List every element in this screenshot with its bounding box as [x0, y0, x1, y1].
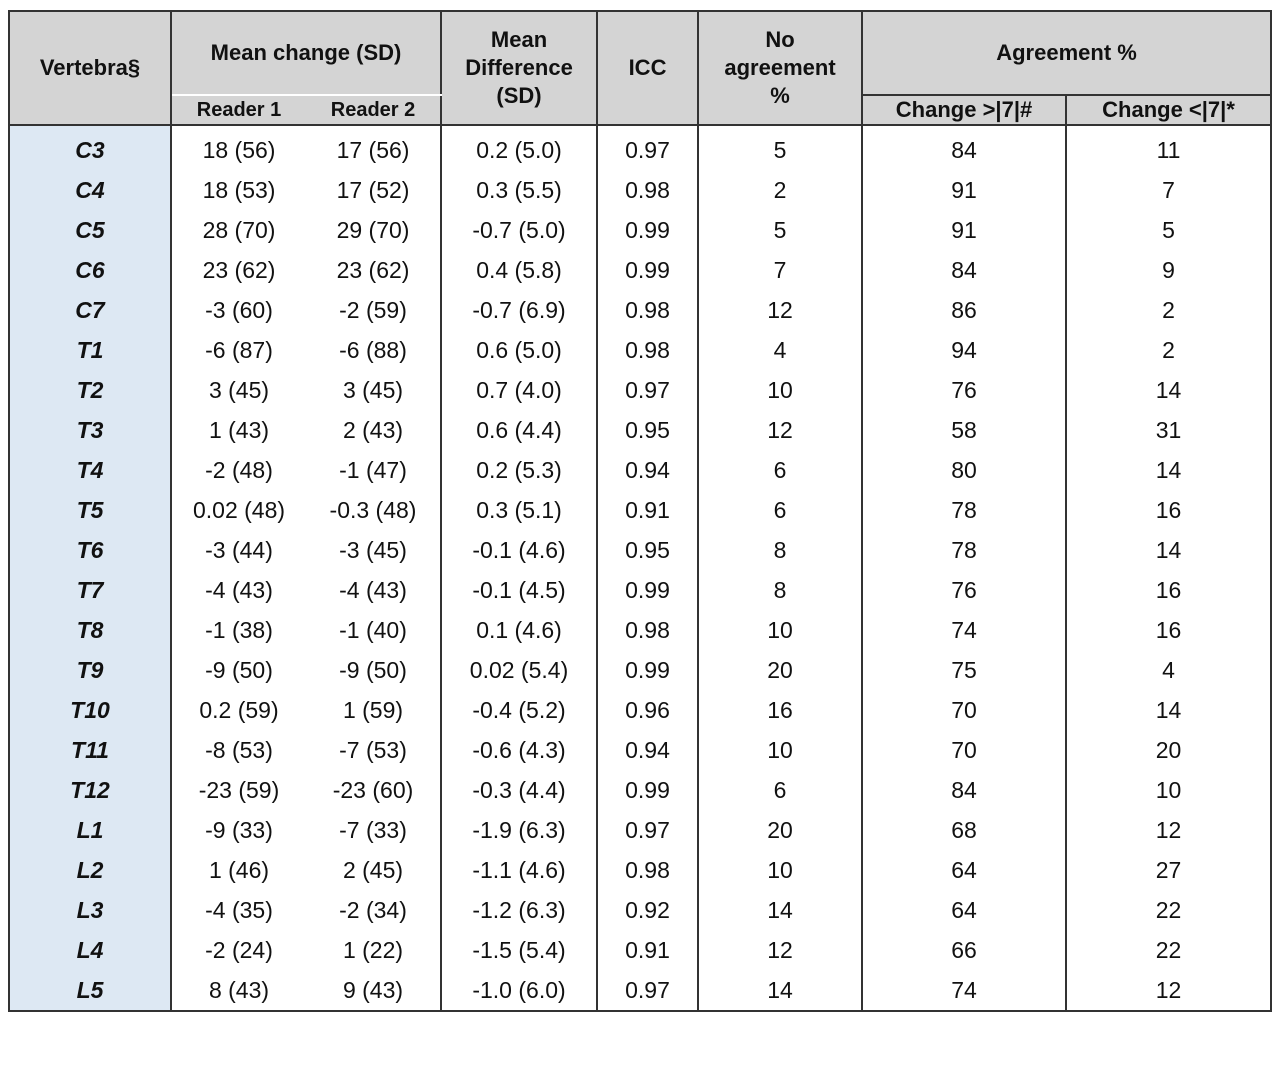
no-agreement-cell: 5 [698, 210, 862, 250]
no-agreement-cell: 2 [698, 170, 862, 210]
reader1-cell: -3 (60) [205, 297, 273, 323]
change-lt-cell: 14 [1155, 457, 1182, 483]
table-row [9, 490, 1271, 530]
table-row [9, 890, 1271, 930]
reader2-cell: 23 (62) [306, 250, 441, 290]
change-gt-cell: 86 [862, 290, 1066, 330]
change-lt-cell: 16 [1155, 577, 1182, 603]
change-lt-cell: 11 [1156, 137, 1181, 163]
reader2-cell: -7 (53) [306, 730, 441, 770]
vertebra-cell: C5 [9, 210, 171, 250]
reader1-cell: -3 (44) [205, 537, 273, 563]
icc-cell: 0.98 [597, 170, 698, 210]
reader2-cell: 17 (56) [306, 125, 441, 170]
header-no-agreement-line1: No [765, 27, 795, 52]
vertebra-cell: T1 [9, 330, 171, 370]
icc-cell: 0.91 [597, 490, 698, 530]
icc-cell: 0.99 [597, 650, 698, 690]
no-agreement-cell: 12 [698, 290, 862, 330]
mean-difference-cell: -0.1 (4.6) [441, 530, 597, 570]
mean-difference-cell: -0.4 (5.2) [441, 690, 597, 730]
icc-cell: 0.99 [597, 250, 698, 290]
icc-cell: 0.99 [597, 570, 698, 610]
icc-cell: 0.97 [597, 810, 698, 850]
reader2-cell: -1 (47) [306, 450, 441, 490]
no-agreement-cell: 12 [698, 410, 862, 450]
table-row [9, 650, 1271, 690]
change-gt-cell: 80 [862, 450, 1066, 490]
change-gt-cell: 78 [862, 490, 1066, 530]
header-reader1: Reader 1 [171, 95, 306, 125]
icc-cell: 0.95 [597, 410, 698, 450]
change-lt-cell: 10 [1155, 777, 1182, 803]
icc-cell: 0.97 [597, 370, 698, 410]
vertebra-cell: L3 [9, 890, 171, 930]
mean-difference-cell: 0.7 (4.0) [441, 370, 597, 410]
reader1-cell: -2 (48) [205, 457, 273, 483]
icc-cell: 0.94 [597, 450, 698, 490]
no-agreement-cell: 10 [698, 370, 862, 410]
vertebra-cell: L1 [9, 810, 171, 850]
reader2-cell: 1 (22) [306, 930, 441, 970]
icc-cell: 0.97 [597, 125, 698, 170]
header-vertebra: Vertebra§ [9, 11, 171, 125]
no-agreement-cell: 10 [698, 730, 862, 770]
header-mean-difference-line2: Difference [465, 55, 573, 80]
mean-difference-cell: 0.1 (4.6) [441, 610, 597, 650]
change-gt-cell: 64 [862, 890, 1066, 930]
no-agreement-cell: 16 [698, 690, 862, 730]
mean-difference-cell: -1.2 (6.3) [441, 890, 597, 930]
change-gt-cell: 70 [862, 690, 1066, 730]
reader2-cell: 1 (59) [306, 690, 441, 730]
header-change-lt: Change <|7|* [1066, 95, 1271, 125]
table-row [9, 970, 1271, 1011]
change-lt-cell: 12 [1155, 817, 1182, 843]
table-row [9, 170, 1271, 210]
change-gt-cell: 76 [862, 570, 1066, 610]
table-row [9, 930, 1271, 970]
mean-difference-cell: -0.6 (4.3) [441, 730, 597, 770]
reader2-cell: 29 (70) [306, 210, 441, 250]
no-agreement-cell: 7 [698, 250, 862, 290]
header-mean-difference-line1: Mean [490, 27, 548, 52]
reader2-cell: 9 (43) [306, 970, 441, 1011]
change-gt-cell: 75 [862, 650, 1066, 690]
mean-difference-cell: 0.02 (5.4) [441, 650, 597, 690]
table-row [9, 850, 1271, 890]
header-mean-difference-line3: (SD) [496, 83, 542, 108]
change-lt-cell: 14 [1155, 377, 1182, 403]
mean-difference-cell: -0.7 (5.0) [441, 210, 597, 250]
table-row [9, 290, 1271, 330]
change-lt-cell: 16 [1155, 497, 1182, 523]
reader2-cell: -2 (34) [306, 890, 441, 930]
reader1-cell: -23 (59) [198, 777, 280, 803]
icc-cell: 0.97 [597, 970, 698, 1011]
table-header [9, 11, 1271, 125]
reader2-cell: -3 (45) [306, 530, 441, 570]
icc-cell: 0.91 [597, 930, 698, 970]
header-mean-change: Mean change (SD) [171, 11, 441, 95]
vertebra-cell: C7 [9, 290, 171, 330]
reader1-cell: -4 (43) [205, 577, 273, 603]
table-row [9, 410, 1271, 450]
mean-difference-cell: -0.3 (4.4) [441, 770, 597, 810]
no-agreement-cell: 10 [698, 610, 862, 650]
no-agreement-cell: 12 [698, 930, 862, 970]
reader1-cell: 23 (62) [202, 257, 276, 283]
vertebra-cell: C4 [9, 170, 171, 210]
change-lt-cell: 16 [1155, 617, 1182, 643]
mean-difference-cell: -0.1 (4.5) [441, 570, 597, 610]
icc-cell: 0.99 [597, 210, 698, 250]
icc-cell: 0.98 [597, 610, 698, 650]
mean-difference-cell: 0.6 (5.0) [441, 330, 597, 370]
change-gt-cell: 58 [862, 410, 1066, 450]
change-gt-cell: 76 [862, 370, 1066, 410]
mean-difference-cell: 0.6 (4.4) [441, 410, 597, 450]
change-lt-cell: 5 [1162, 217, 1175, 243]
reader1-cell: -1 (38) [205, 617, 273, 643]
reader2-cell: -2 (59) [306, 290, 441, 330]
change-lt-cell: 20 [1155, 737, 1182, 763]
mean-difference-cell: 0.3 (5.1) [441, 490, 597, 530]
no-agreement-cell: 6 [698, 450, 862, 490]
icc-cell: 0.96 [597, 690, 698, 730]
table-row [9, 330, 1271, 370]
header-icc: ICC [597, 11, 698, 125]
table-row [9, 250, 1271, 290]
icc-cell: 0.98 [597, 290, 698, 330]
vertebra-cell: T11 [9, 730, 171, 770]
reader2-cell: 3 (45) [306, 370, 441, 410]
header-no-agreement-line2: agreement [724, 55, 836, 80]
mean-difference-cell: -1.1 (4.6) [441, 850, 597, 890]
mean-difference-cell: -1.9 (6.3) [441, 810, 597, 850]
no-agreement-cell: 6 [698, 770, 862, 810]
table-row [9, 730, 1271, 770]
mean-difference-cell: -1.0 (6.0) [441, 970, 597, 1011]
reader2-cell: -9 (50) [306, 650, 441, 690]
reader2-cell: -7 (33) [306, 810, 441, 850]
no-agreement-cell: 20 [698, 650, 862, 690]
table-row [9, 570, 1271, 610]
no-agreement-cell: 4 [698, 330, 862, 370]
header-no-agreement [698, 11, 862, 125]
table-row [9, 125, 1271, 170]
reader1-cell: 3 (45) [208, 377, 270, 403]
change-lt-cell: 2 [1162, 297, 1175, 323]
vertebra-cell: L2 [9, 850, 171, 890]
reader1-cell: 18 (56) [202, 137, 276, 163]
vertebra-cell: T2 [9, 370, 171, 410]
reader2-cell: 2 (45) [306, 850, 441, 890]
change-lt-cell: 31 [1155, 417, 1182, 443]
icc-cell: 0.95 [597, 530, 698, 570]
icc-cell: 0.99 [597, 770, 698, 810]
header-mean-difference [441, 11, 597, 125]
mean-difference-cell: 0.4 (5.8) [441, 250, 597, 290]
reader1-cell: 18 (53) [202, 177, 276, 203]
icc-cell: 0.98 [597, 850, 698, 890]
change-gt-cell: 68 [862, 810, 1066, 850]
no-agreement-cell: 20 [698, 810, 862, 850]
reader1-cell: -9 (50) [205, 657, 273, 683]
reader1-cell: -2 (24) [205, 937, 273, 963]
icc-cell: 0.94 [597, 730, 698, 770]
no-agreement-cell: 5 [698, 125, 862, 170]
change-lt-cell: 27 [1155, 857, 1182, 883]
reader1-cell: -8 (53) [205, 737, 273, 763]
reader2-cell: -6 (88) [306, 330, 441, 370]
mean-difference-cell: -0.7 (6.9) [441, 290, 597, 330]
table-row [9, 530, 1271, 570]
table-row [9, 810, 1271, 850]
no-agreement-cell: 10 [698, 850, 862, 890]
no-agreement-cell: 14 [698, 970, 862, 1011]
table-row [9, 210, 1271, 250]
no-agreement-cell: 8 [698, 570, 862, 610]
reader2-cell: -1 (40) [306, 610, 441, 650]
change-lt-cell: 4 [1162, 657, 1175, 683]
header-change-gt: Change >|7|# [862, 95, 1066, 125]
no-agreement-cell: 14 [698, 890, 862, 930]
change-lt-cell: 7 [1162, 177, 1175, 203]
table-row [9, 610, 1271, 650]
vertebra-cell: T4 [9, 450, 171, 490]
vertebra-cell: C6 [9, 250, 171, 290]
table-body [9, 125, 1271, 1011]
change-lt-cell: 14 [1155, 697, 1182, 723]
reader1-cell: -9 (33) [205, 817, 273, 843]
vertebra-cell: L5 [9, 970, 171, 1011]
reader2-cell: -0.3 (48) [306, 490, 441, 530]
reader1-cell: -4 (35) [205, 897, 273, 923]
change-gt-cell: 84 [862, 770, 1066, 810]
mean-difference-cell: 0.2 (5.0) [441, 125, 597, 170]
vertebra-cell: T12 [9, 770, 171, 810]
change-gt-cell: 74 [862, 970, 1066, 1011]
header-no-agreement-line3: % [770, 83, 790, 108]
reader1-cell: 8 (43) [208, 977, 270, 1003]
header-agreement: Agreement % [862, 11, 1271, 95]
change-gt-cell: 84 [862, 250, 1066, 290]
table-row [9, 370, 1271, 410]
mean-difference-cell: 0.2 (5.3) [441, 450, 597, 490]
reader2-cell: -4 (43) [306, 570, 441, 610]
change-gt-cell: 84 [862, 125, 1066, 170]
vertebra-cell: T6 [9, 530, 171, 570]
vertebra-cell: T3 [9, 410, 171, 450]
table-row [9, 690, 1271, 730]
reader1-cell: -6 (87) [205, 337, 273, 363]
change-gt-cell: 94 [862, 330, 1066, 370]
change-lt-cell: 22 [1155, 897, 1182, 923]
change-lt-cell: 22 [1155, 937, 1182, 963]
no-agreement-cell: 6 [698, 490, 862, 530]
change-lt-cell: 2 [1162, 337, 1175, 363]
no-agreement-cell: 8 [698, 530, 862, 570]
reader1-cell: 1 (43) [208, 417, 270, 443]
icc-cell: 0.98 [597, 330, 698, 370]
reader2-cell: 17 (52) [306, 170, 441, 210]
icc-cell: 0.92 [597, 890, 698, 930]
change-gt-cell: 91 [862, 210, 1066, 250]
change-lt-cell: 12 [1155, 977, 1182, 1003]
change-lt-cell: 14 [1155, 537, 1182, 563]
mean-difference-cell: -1.5 (5.4) [441, 930, 597, 970]
change-gt-cell: 64 [862, 850, 1066, 890]
reader1-cell: 1 (46) [208, 857, 270, 883]
vertebra-cell: T5 [9, 490, 171, 530]
vertebra-cell: L4 [9, 930, 171, 970]
reader1-cell: 28 (70) [202, 217, 276, 243]
change-gt-cell: 74 [862, 610, 1066, 650]
change-gt-cell: 66 [862, 930, 1066, 970]
reader2-cell: 2 (43) [306, 410, 441, 450]
vertebra-agreement-table [8, 10, 1272, 1012]
reader1-cell: 0.02 (48) [192, 497, 286, 523]
table-row [9, 450, 1271, 490]
change-lt-cell: 9 [1162, 257, 1175, 283]
change-gt-cell: 70 [862, 730, 1066, 770]
change-gt-cell: 78 [862, 530, 1066, 570]
reader1-cell: 0.2 (59) [199, 697, 279, 723]
reader2-cell: -23 (60) [306, 770, 441, 810]
vertebra-cell: T7 [9, 570, 171, 610]
header-reader2: Reader 2 [306, 95, 441, 125]
change-gt-cell: 91 [862, 170, 1066, 210]
vertebra-cell: T8 [9, 610, 171, 650]
vertebra-cell: C3 [9, 125, 171, 170]
table-row [9, 770, 1271, 810]
vertebra-cell: T10 [9, 690, 171, 730]
mean-difference-cell: 0.3 (5.5) [441, 170, 597, 210]
vertebra-cell: T9 [9, 650, 171, 690]
